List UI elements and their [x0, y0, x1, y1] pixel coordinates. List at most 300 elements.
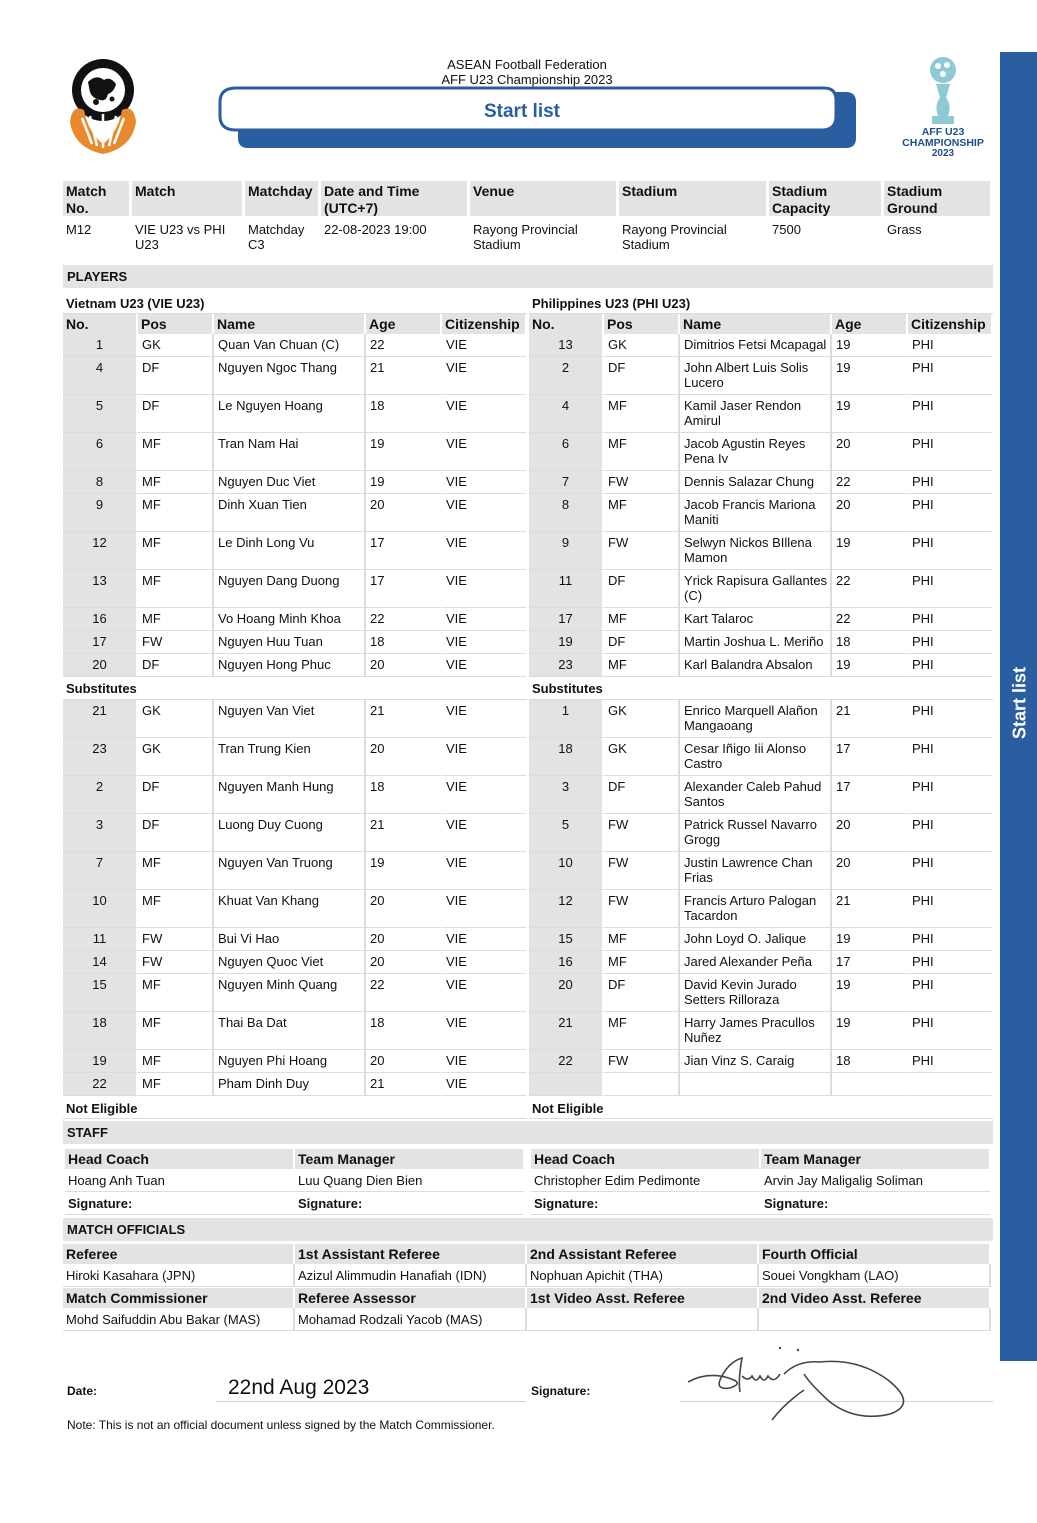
player-pos-cell: MF: [138, 1073, 214, 1096]
player-age-cell: 19: [366, 471, 442, 494]
player-no-cell: 6: [529, 433, 604, 471]
match-info-row: [63, 216, 993, 258]
staff-vie: [65, 1149, 527, 1215]
team-manager-label: Team Manager: [761, 1149, 991, 1169]
mi-header-cell: Venue: [470, 181, 619, 216]
player-cit-cell: VIE: [442, 433, 527, 471]
player-cit-cell: VIE: [442, 974, 527, 1012]
signature-label: Signature:: [295, 1192, 525, 1215]
player-row: [63, 654, 527, 677]
handwritten-signature: [680, 1340, 920, 1425]
player-no-cell: 11: [529, 570, 604, 608]
assistant-referee-2-label: 2nd Assistant Referee: [527, 1244, 759, 1264]
player-no-cell: 22: [63, 1073, 138, 1096]
substitutes-heading: [63, 677, 527, 700]
match-commissioner-label: Match Commissioner: [63, 1288, 295, 1308]
video-asst-referee-1-label: 1st Video Asst. Referee: [527, 1288, 759, 1308]
head-coach-name: Hoang Anh Tuan: [65, 1169, 295, 1192]
player-no-cell: 10: [63, 890, 138, 928]
player-row: [63, 433, 527, 471]
player-row: [63, 494, 527, 532]
player-cit-cell: PHI: [908, 471, 993, 494]
team-phi-players: [529, 294, 993, 1096]
player-name-cell: Selwyn Nickos BIllena Mamon: [680, 532, 832, 570]
page-title: Start list: [483, 101, 561, 122]
mi-value-cell: Rayong Provincial Stadium: [473, 222, 578, 252]
player-row: [529, 700, 993, 738]
staff-names: [65, 1169, 527, 1192]
player-age-cell: 20: [366, 1050, 442, 1073]
player-cit-cell: VIE: [442, 814, 527, 852]
player-row: [529, 974, 993, 1012]
player-pos-cell: DF: [138, 654, 214, 677]
player-pos-cell: MF: [138, 608, 214, 631]
player-cit-cell: PHI: [908, 890, 993, 928]
player-name-cell: Nguyen Duc Viet: [214, 471, 366, 494]
player-age-cell: 21: [366, 814, 442, 852]
player-pos-cell: FW: [604, 890, 680, 928]
mi-value-cell: Matchday C3: [248, 222, 305, 252]
player-pos-cell: MF: [604, 494, 680, 532]
staff-signatures: [531, 1192, 993, 1215]
player-row: [529, 890, 993, 928]
column-header: Citizenship: [442, 314, 527, 334]
player-no-cell: 15: [63, 974, 138, 1012]
player-cit-cell: VIE: [442, 357, 527, 395]
player-name-cell: Pham Dinh Duy: [214, 1073, 366, 1096]
player-no-cell: 9: [529, 532, 604, 570]
mi-header-cell: Date and Time (UTC+7): [321, 181, 470, 216]
aff-u23-championship-logo: [892, 54, 994, 158]
player-name-cell: Karl Balandra Absalon: [680, 654, 832, 677]
player-cit-cell: PHI: [908, 951, 993, 974]
player-name-cell: John Albert Luis Solis Lucero: [680, 357, 832, 395]
substitutes-heading: [529, 677, 993, 700]
referee-label: Referee: [63, 1244, 295, 1264]
player-name-cell: David Kevin Jurado Setters Rilloraza: [680, 974, 832, 1012]
player-name-cell: Nguyen Van Truong: [214, 852, 366, 890]
player-no-cell: 20: [63, 654, 138, 677]
player-name-cell: Yrick Rapisura Gallantes (C): [680, 570, 832, 608]
player-cit-cell: VIE: [442, 890, 527, 928]
referee-name: Hiroki Kasahara (JPN): [63, 1264, 295, 1287]
player-no-cell: 4: [529, 395, 604, 433]
player-pos-cell: FW: [138, 631, 214, 654]
player-name-cell: Tran Nam Hai: [214, 433, 366, 471]
player-row: [529, 738, 993, 776]
player-cit-cell: VIE: [442, 951, 527, 974]
player-age-cell: 21: [366, 700, 442, 738]
player-cit-cell: VIE: [442, 471, 527, 494]
player-cit-cell: PHI: [908, 928, 993, 951]
player-row: [529, 951, 993, 974]
player-age-cell: 20: [366, 951, 442, 974]
player-age-cell: 22: [832, 570, 908, 608]
player-name-cell: Cesar Iñigo Iii Alonso Castro: [680, 738, 832, 776]
player-no-cell: 21: [529, 1012, 604, 1050]
officials-header-row-1: [63, 1244, 993, 1264]
player-row: [63, 608, 527, 631]
player-name-cell: Dimitrios Fetsi Mcapagal: [680, 334, 832, 357]
not-eligible-label-vie: Not Eligible: [63, 1099, 527, 1119]
player-row: [529, 608, 993, 631]
referee-assessor-label: Referee Assessor: [295, 1288, 527, 1308]
match-info-table: [63, 181, 993, 258]
player-cit-cell: VIE: [442, 1073, 527, 1096]
player-row: [63, 357, 527, 395]
player-row: [63, 974, 527, 1012]
player-cit-cell: PHI: [908, 654, 993, 677]
player-age-cell: 18: [366, 631, 442, 654]
player-cit-cell: VIE: [442, 1012, 527, 1050]
team-vie-players: [63, 294, 527, 1096]
side-label: Start list: [1009, 666, 1030, 740]
player-row: [529, 1073, 993, 1096]
player-row: [63, 570, 527, 608]
player-no-cell: 10: [529, 852, 604, 890]
player-no-cell: 17: [529, 608, 604, 631]
player-no-cell: 4: [63, 357, 138, 395]
column-header: Pos: [604, 314, 680, 334]
mi-value-cell: 22-08-2023 19:00: [324, 222, 427, 237]
player-no-cell: 12: [63, 532, 138, 570]
player-name-cell: Bui Vi Hao: [214, 928, 366, 951]
mi-header-cell: Match: [132, 181, 245, 216]
mi-value-cell: 7500: [772, 222, 801, 237]
logo-text-3: 2023: [931, 148, 955, 158]
signature-label: Signature:: [531, 1192, 761, 1215]
player-age-cell: 19: [832, 974, 908, 1012]
player-name-cell: Jacob Agustin Reyes Pena Iv: [680, 433, 832, 471]
player-no-cell: 14: [63, 951, 138, 974]
player-cit-cell: PHI: [908, 1050, 993, 1073]
referee-assessor-name: Mohamad Rodzali Yacob (MAS): [295, 1308, 527, 1331]
player-name-cell: Kart Talaroc: [680, 608, 832, 631]
player-name-cell: Nguyen Ngoc Thang: [214, 357, 366, 395]
player-pos-cell: MF: [138, 1012, 214, 1050]
column-header: Age: [366, 314, 442, 334]
player-age-cell: 18: [366, 776, 442, 814]
player-no-cell: 13: [529, 334, 604, 357]
player-cit-cell: VIE: [442, 494, 527, 532]
player-name-cell: John Loyd O. Jalique: [680, 928, 832, 951]
mi-header-cell: Match No.: [63, 181, 132, 216]
player-pos-cell: MF: [138, 1050, 214, 1073]
player-age-cell: 20: [832, 433, 908, 471]
head-coach-label: Head Coach: [531, 1149, 761, 1169]
player-row: [529, 1050, 993, 1073]
player-cit-cell: VIE: [442, 700, 527, 738]
disclaimer-note: Note: This is not an official document unless signed by the Match Commissioner.: [67, 1418, 495, 1432]
player-no-cell: 12: [529, 890, 604, 928]
player-row: [529, 814, 993, 852]
player-pos-cell: MF: [604, 395, 680, 433]
player-no-cell: 23: [63, 738, 138, 776]
staff-header: [65, 1149, 527, 1169]
player-row: [63, 814, 527, 852]
player-name-cell: Thai Ba Dat: [214, 1012, 366, 1050]
player-name-cell: Dinh Xuan Tien: [214, 494, 366, 532]
team-manager-name: Luu Quang Dien Bien: [295, 1169, 525, 1192]
player-name-cell: Nguyen Manh Hung: [214, 776, 366, 814]
mi-header-cell: Stadium: [619, 181, 769, 216]
player-name-cell: Luong Duy Cuong: [214, 814, 366, 852]
player-row: [63, 700, 527, 738]
player-row: [529, 494, 993, 532]
officials-value-row-1: [63, 1264, 993, 1287]
player-no-cell: [529, 1073, 604, 1096]
mi-header-cell: Matchday: [245, 181, 321, 216]
player-age-cell: 20: [366, 654, 442, 677]
player-pos-cell: FW: [604, 1050, 680, 1073]
player-name-cell: Tran Trung Kien: [214, 738, 366, 776]
player-pos-cell: GK: [604, 738, 680, 776]
player-row: [63, 1050, 527, 1073]
player-name-cell: Jared Alexander Peña: [680, 951, 832, 974]
player-no-cell: 22: [529, 1050, 604, 1073]
officials-value-row-2: [63, 1308, 993, 1331]
player-cit-cell: VIE: [442, 738, 527, 776]
player-age-cell: 21: [832, 890, 908, 928]
player-cit-cell: PHI: [908, 570, 993, 608]
player-name-cell: Le Nguyen Hoang: [214, 395, 366, 433]
player-age-cell: 19: [832, 532, 908, 570]
player-pos-cell: MF: [138, 471, 214, 494]
player-pos-cell: DF: [604, 631, 680, 654]
officials-section-heading: MATCH OFFICIALS: [63, 1218, 993, 1241]
staff-phi: [531, 1149, 993, 1215]
player-pos-cell: FW: [138, 951, 214, 974]
player-cit-cell: PHI: [908, 357, 993, 395]
player-no-cell: 17: [63, 631, 138, 654]
mi-value-cell: M12: [66, 222, 92, 237]
player-cit-cell: VIE: [442, 395, 527, 433]
mi-value-cell: VIE U23 vs PHI U23: [135, 222, 226, 252]
player-pos-cell: GK: [138, 738, 214, 776]
player-no-cell: 16: [63, 608, 138, 631]
player-no-cell: 13: [63, 570, 138, 608]
player-row: [529, 471, 993, 494]
player-name-cell: Harry James Pracullos Nuñez: [680, 1012, 832, 1050]
officials-header-row-2: [63, 1288, 993, 1308]
player-pos-cell: DF: [604, 974, 680, 1012]
video-asst-referee-2-label: 2nd Video Asst. Referee: [759, 1288, 991, 1308]
player-cit-cell: VIE: [442, 532, 527, 570]
player-cit-cell: VIE: [442, 570, 527, 608]
player-age-cell: 17: [832, 776, 908, 814]
player-pos-cell: FW: [604, 814, 680, 852]
player-row: [63, 395, 527, 433]
player-age-cell: 19: [832, 334, 908, 357]
player-name-cell: Patrick Russel Navarro Grogg: [680, 814, 832, 852]
player-age-cell: 19: [832, 395, 908, 433]
logo-text-2: CHAMPIONSHIP: [902, 137, 984, 149]
player-cit-cell: PHI: [908, 334, 993, 357]
column-header: No.: [529, 314, 604, 334]
player-name-cell: Nguyen Quoc Viet: [214, 951, 366, 974]
player-name-cell: Martin Joshua L. Meriño: [680, 631, 832, 654]
player-name-cell: Nguyen Phi Hoang: [214, 1050, 366, 1073]
player-pos-cell: FW: [604, 852, 680, 890]
player-row: [63, 890, 527, 928]
player-cit-cell: PHI: [908, 433, 993, 471]
player-name-cell: Kamil Jaser Rendon Amirul: [680, 395, 832, 433]
player-pos-cell: MF: [604, 928, 680, 951]
column-header: No.: [63, 314, 138, 334]
video-asst-referee-2-name: [759, 1308, 991, 1331]
player-row: [529, 631, 993, 654]
player-cit-cell: VIE: [442, 928, 527, 951]
player-row: [529, 654, 993, 677]
player-age-cell: 21: [832, 700, 908, 738]
player-pos-cell: DF: [604, 570, 680, 608]
player-pos-cell: MF: [138, 433, 214, 471]
player-name-cell: Francis Arturo Palogan Tacardon: [680, 890, 832, 928]
player-name-cell: Nguyen Dang Duong: [214, 570, 366, 608]
player-cit-cell: PHI: [908, 631, 993, 654]
date-label: Date:: [67, 1384, 98, 1398]
player-pos-cell: DF: [604, 776, 680, 814]
player-no-cell: 1: [529, 700, 604, 738]
player-row: [63, 928, 527, 951]
player-pos-cell: DF: [138, 776, 214, 814]
player-age-cell: 22: [832, 471, 908, 494]
player-no-cell: 3: [529, 776, 604, 814]
player-no-cell: 2: [63, 776, 138, 814]
video-asst-referee-1-name: [527, 1308, 759, 1331]
player-age-cell: 17: [366, 532, 442, 570]
player-name-cell: Jacob Francis Mariona Maniti: [680, 494, 832, 532]
player-pos-cell: [604, 1073, 680, 1096]
player-no-cell: 18: [529, 738, 604, 776]
player-pos-cell: DF: [138, 357, 214, 395]
player-cit-cell: PHI: [908, 776, 993, 814]
player-age-cell: [832, 1073, 908, 1096]
staff-names: [531, 1169, 993, 1192]
player-row: [63, 1073, 527, 1096]
staff-signatures: [65, 1192, 527, 1215]
player-no-cell: 7: [63, 852, 138, 890]
head-coach-name: Christopher Edim Pedimonte: [531, 1169, 761, 1192]
team-name: Philippines U23 (PHI U23): [529, 294, 993, 314]
mi-header-cell: Stadium Capacity: [769, 181, 884, 216]
player-row: [529, 433, 993, 471]
player-no-cell: 19: [63, 1050, 138, 1073]
player-cit-cell: PHI: [908, 608, 993, 631]
player-cit-cell: PHI: [908, 395, 993, 433]
player-row: [63, 1012, 527, 1050]
player-cit-cell: VIE: [442, 334, 527, 357]
player-pos-cell: DF: [138, 814, 214, 852]
player-cit-cell: VIE: [442, 776, 527, 814]
player-row: [529, 357, 993, 395]
player-pos-cell: MF: [604, 654, 680, 677]
player-age-cell: 17: [832, 738, 908, 776]
player-no-cell: 23: [529, 654, 604, 677]
player-row: [63, 631, 527, 654]
substitutes-label: Substitutes: [63, 677, 527, 700]
player-pos-cell: MF: [604, 951, 680, 974]
player-pos-cell: MF: [138, 532, 214, 570]
player-name-cell: Justin Lawrence Chan Frias: [680, 852, 832, 890]
column-header: Age: [832, 314, 908, 334]
federation-name: ASEAN Football Federation: [447, 57, 607, 72]
player-cit-cell: VIE: [442, 654, 527, 677]
signature-label: Signature:: [65, 1192, 295, 1215]
match-info-header: [63, 181, 993, 216]
player-row: [529, 334, 993, 357]
player-cit-cell: PHI: [908, 1012, 993, 1050]
player-no-cell: 5: [529, 814, 604, 852]
player-age-cell: 17: [832, 951, 908, 974]
player-row: [529, 928, 993, 951]
signature-label: Signature:: [761, 1192, 991, 1215]
player-age-cell: 21: [366, 1073, 442, 1096]
player-cit-cell: PHI: [908, 532, 993, 570]
player-pos-cell: MF: [138, 974, 214, 1012]
player-age-cell: 20: [366, 890, 442, 928]
team-manager-label: Team Manager: [295, 1149, 525, 1169]
head-coach-label: Head Coach: [65, 1149, 295, 1169]
player-name-cell: Quan Van Chuan (C): [214, 334, 366, 357]
player-pos-cell: GK: [604, 700, 680, 738]
player-no-cell: 6: [63, 433, 138, 471]
player-age-cell: 20: [832, 494, 908, 532]
player-cit-cell: PHI: [908, 738, 993, 776]
player-row: [529, 570, 993, 608]
team-name: Vietnam U23 (VIE U23): [63, 294, 527, 314]
signature-label: Signature:: [531, 1384, 591, 1398]
player-row: [529, 776, 993, 814]
player-cit-cell: PHI: [908, 494, 993, 532]
player-age-cell: 19: [832, 1012, 908, 1050]
player-no-cell: 2: [529, 357, 604, 395]
player-pos-cell: MF: [604, 608, 680, 631]
player-age-cell: 20: [366, 738, 442, 776]
player-pos-cell: GK: [604, 334, 680, 357]
assistant-referee-1-name: Azizul Alimmudin Hanafiah (IDN): [295, 1264, 527, 1287]
championship-name: AFF U23 Championship 2023: [441, 72, 613, 87]
player-no-cell: 5: [63, 395, 138, 433]
mi-value-cell: Grass: [887, 222, 922, 237]
player-row: [63, 471, 527, 494]
player-row: [63, 738, 527, 776]
column-header: Citizenship: [908, 314, 993, 334]
player-row: [63, 334, 527, 357]
player-name-cell: Khuat Van Khang: [214, 890, 366, 928]
player-age-cell: 20: [366, 494, 442, 532]
player-pos-cell: MF: [138, 852, 214, 890]
player-row: [529, 395, 993, 433]
player-no-cell: 9: [63, 494, 138, 532]
column-header: Name: [214, 314, 366, 334]
player-age-cell: 20: [832, 852, 908, 890]
player-no-cell: 7: [529, 471, 604, 494]
date-line: [216, 1401, 526, 1402]
player-pos-cell: FW: [604, 471, 680, 494]
player-pos-cell: MF: [138, 494, 214, 532]
player-row: [529, 1012, 993, 1050]
player-row: [63, 532, 527, 570]
player-no-cell: 3: [63, 814, 138, 852]
player-age-cell: 19: [366, 852, 442, 890]
player-pos-cell: MF: [604, 1012, 680, 1050]
player-name-cell: Nguyen Hong Phuc: [214, 654, 366, 677]
player-no-cell: 19: [529, 631, 604, 654]
player-row: [529, 852, 993, 890]
player-age-cell: 19: [366, 433, 442, 471]
player-pos-cell: DF: [138, 395, 214, 433]
